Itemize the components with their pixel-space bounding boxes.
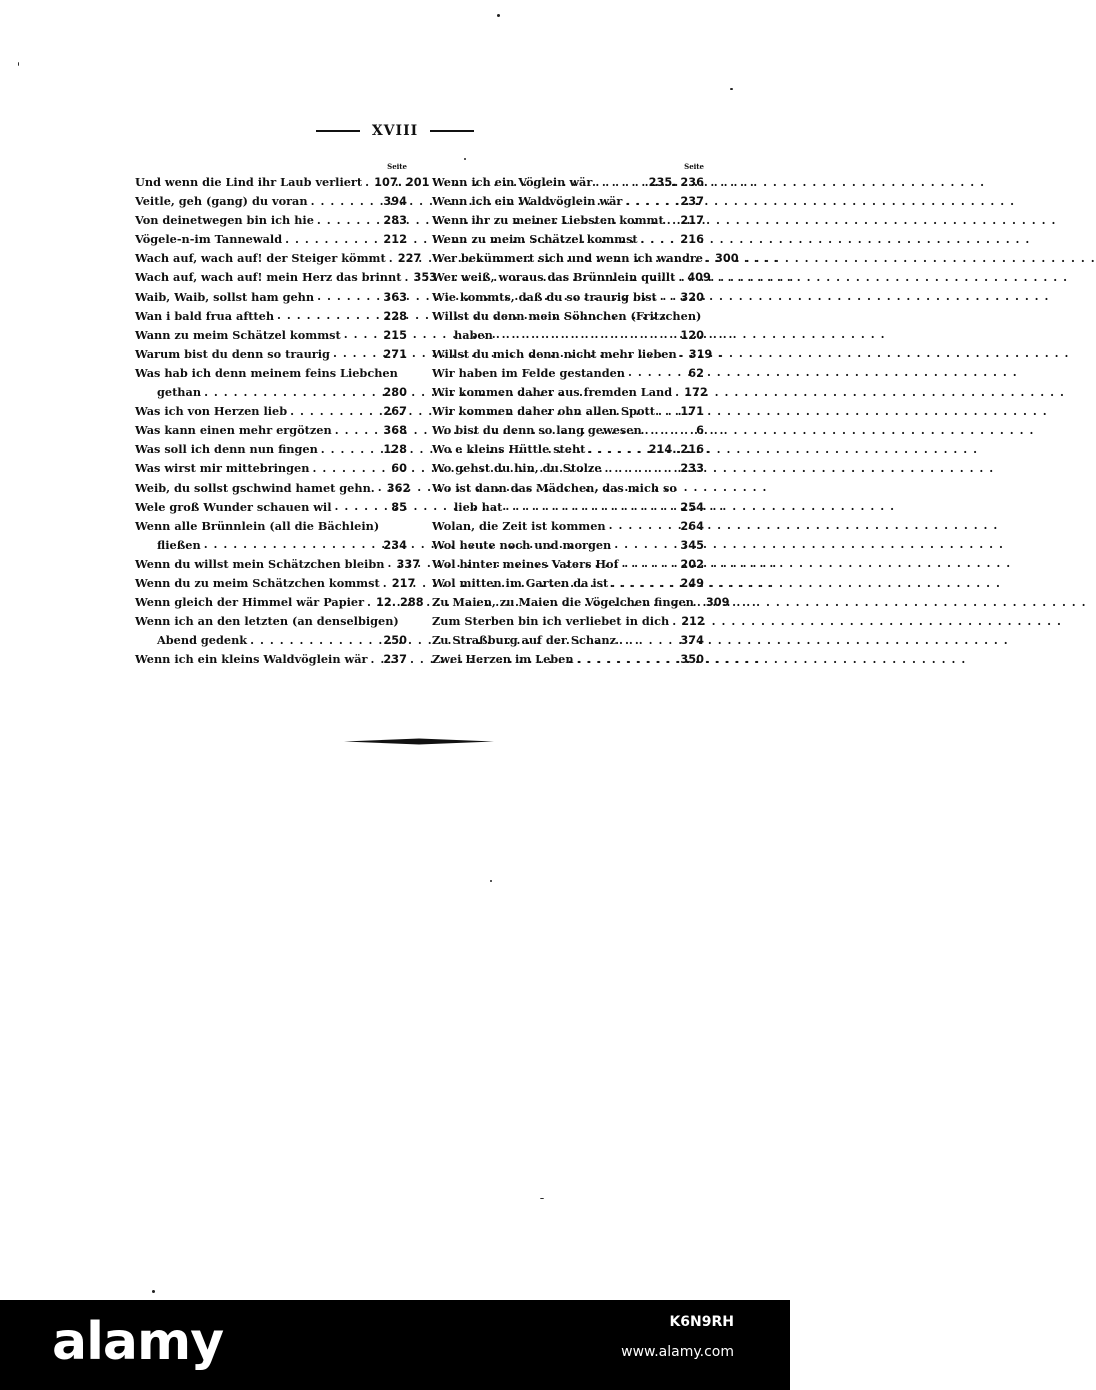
index-entry (432, 631, 704, 650)
index-entry (135, 459, 407, 478)
print-speck (730, 88, 733, 90)
index-entry (135, 574, 416, 593)
leader-dots (317, 215, 381, 227)
index-entry (432, 574, 704, 593)
entry-title: Veitle, geh (gang) du voran (135, 194, 308, 209)
entry-page: 237 (680, 195, 704, 209)
entry-title: lieb hat (454, 499, 503, 514)
leader-dots (383, 578, 389, 590)
index-entry (432, 326, 704, 345)
index-entry (432, 650, 704, 669)
leader-dots (614, 539, 677, 551)
leader-dots (678, 272, 684, 284)
index-list-right (432, 173, 739, 669)
entry-title: Wenn ich ein Vöglein wär (432, 175, 593, 189)
entry-title: Wenn alle Brünnlein (all die Bächlein) (135, 518, 380, 533)
entry-page: 233 (680, 462, 704, 476)
entry-title: Wo gehst du hin, du Stolze (432, 461, 602, 476)
leader-dots (628, 367, 685, 379)
leader-dots (496, 329, 678, 341)
entry-title: Was ich von Herzen lieb (135, 404, 288, 419)
entry-page: 227 (397, 252, 422, 266)
entry-page: 12. 288 (376, 596, 424, 610)
index-column-left (135, 160, 438, 669)
leader-dots (619, 635, 677, 647)
entry-title: haben (454, 327, 493, 342)
print-speck (18, 62, 19, 66)
index-entry (135, 249, 422, 268)
entry-title: Wie kommts, daß du so traurig bist (432, 289, 657, 304)
entry-title: Wer weiß, woraus das Brünnlein quillt (432, 270, 676, 285)
index-entry (432, 593, 730, 612)
entry-page: 267 (383, 405, 407, 419)
leader-dots (277, 310, 380, 322)
print-speck (540, 1198, 544, 1199)
index-entry (432, 612, 704, 631)
entry-title: gethan (157, 385, 202, 400)
entry-title: Wenn zu meim Schätzel kommst (432, 232, 638, 247)
entry-title: Wir haben im Felde gestanden (432, 365, 626, 380)
entry-title: Warum bist du denn so traurig (135, 346, 330, 361)
index-entry (432, 192, 704, 211)
index-entry (135, 364, 407, 383)
index-entry (135, 498, 407, 517)
entry-page: 217 (680, 214, 704, 228)
index-entry (135, 345, 407, 364)
entry-page: 362 (386, 481, 411, 495)
leader-dots (621, 558, 677, 570)
index-entry (432, 345, 713, 364)
leader-dots (204, 539, 381, 551)
index-entry (135, 650, 407, 669)
entry-title: Wenn gleich der Himmel wär Papier (135, 595, 365, 610)
entry-page: 85 (391, 500, 407, 514)
entry-title: Was hab ich denn meinem feins Liebchen (135, 365, 398, 380)
entry-title: Vögele-n-im Tannewald (135, 232, 283, 247)
entry-page: 234 (383, 538, 407, 552)
index-entry (135, 555, 421, 574)
index-entry (432, 211, 704, 230)
leader-dots (290, 406, 380, 418)
entry-title: Wo e kleins Hüttle steht (432, 442, 586, 457)
entry-title: Von deinetwegen bin ich hie (135, 213, 314, 228)
entry-title: Wir kommen daher aus fremden Land (432, 385, 673, 400)
index-column-right (432, 160, 739, 669)
leader-dots (595, 177, 645, 189)
entry-page: 320 (680, 290, 704, 304)
entry-title: Wach auf, wach auf! mein Herz das brinnt (135, 270, 402, 285)
header-rule-right (430, 130, 474, 132)
leader-dots (333, 348, 380, 360)
index-entry (135, 288, 407, 307)
entry-page: 120 (680, 328, 704, 342)
index-entry (432, 307, 704, 326)
leader-dots (588, 444, 645, 456)
watermark-logo: alamy (52, 1312, 224, 1372)
leader-dots (389, 253, 395, 265)
page-numeral: XVIII (371, 123, 419, 139)
entry-title: Wol mitten im Garten da ist (432, 575, 609, 590)
entry-title: Waib, Waib, sollst ham gehn (135, 289, 315, 304)
leader-dots (404, 272, 410, 284)
watermark-url: www.alamy.com (621, 1344, 734, 1360)
entry-title: Was wirst mir mittebringen (135, 461, 310, 476)
leader-dots (335, 425, 381, 437)
entry-title: Wenn ich ein Waldvöglein wär (432, 194, 623, 209)
watermark-image-id: K6N9RH (669, 1314, 734, 1330)
index-entry (432, 459, 704, 478)
entry-page: 319 (688, 347, 713, 361)
entry-title: Wolan, die Zeit ist kommen (432, 518, 606, 533)
ornamental-divider (344, 737, 494, 746)
index-entry (135, 517, 407, 536)
index-list-left (135, 173, 438, 669)
leader-dots (204, 387, 380, 399)
index-entry (135, 631, 407, 650)
entry-title: Wo ist dann das Mädchen, das mich so (432, 480, 677, 495)
leader-dots (667, 215, 678, 227)
index-entry (432, 555, 704, 574)
index-entry (135, 383, 407, 402)
leader-dots (285, 234, 380, 246)
index-entry (432, 249, 739, 268)
index-entry (432, 498, 704, 517)
index-entry (432, 479, 704, 498)
entry-page: 409 (687, 271, 711, 285)
index-entry (432, 230, 704, 249)
index-entry (432, 383, 708, 402)
seite-label-left: Seite (387, 162, 407, 171)
entry-page: 212 (681, 615, 705, 629)
leader-dots (645, 425, 693, 437)
entry-page: 368 (383, 424, 407, 438)
entry-title: Wol heute noch und morgen (432, 537, 612, 552)
entry-title: Wir kommen daher ohn allen Spott (432, 404, 655, 419)
entry-title: Wenn ich ein kleins Waldvöglein wär (135, 652, 368, 667)
leader-dots (675, 387, 681, 399)
entry-title: Wo bist du denn so lang gewesen (432, 423, 642, 438)
print-speck (464, 158, 466, 160)
index-entry (135, 440, 407, 459)
index-entry (135, 230, 407, 249)
index-entry (135, 612, 407, 631)
index-entry (432, 440, 704, 459)
entry-title: Wenn ihr zu meiner Liebsten kommt (432, 213, 664, 228)
print-speck (490, 880, 492, 882)
leader-dots (387, 558, 393, 570)
entry-page: 374 (680, 634, 704, 648)
leader-dots (311, 196, 381, 208)
entry-page: 62 (688, 366, 704, 380)
entry-page: 212 (383, 233, 407, 247)
leader-dots (505, 501, 677, 513)
entry-page: 214. 216 (648, 443, 704, 457)
index-entry (432, 421, 704, 440)
entry-page: 235. 236 (648, 176, 704, 189)
leader-dots (378, 482, 384, 494)
leader-dots (706, 253, 712, 265)
index-entry (135, 173, 430, 192)
index-entry (432, 517, 704, 536)
entry-page: 337 (396, 557, 421, 571)
entry-title: Zu Straßburg auf der Schanz (432, 633, 617, 648)
entry-page: 228 (383, 309, 407, 323)
leader-dots (660, 291, 678, 303)
leader-dots (317, 291, 380, 303)
entry-title: Was soll ich denn nun fingen (135, 442, 318, 457)
entry-title: Zwei Herzen im Leben (432, 652, 574, 667)
index-entry (432, 536, 704, 555)
entry-title: Weib, du sollst gschwind hamet gehn. (135, 480, 375, 495)
entry-page: 171 (680, 405, 704, 419)
entry-page: 60 (391, 462, 407, 476)
entry-page: 237 (383, 653, 407, 667)
index-entry (135, 402, 407, 421)
entry-page: 128 (383, 443, 407, 457)
index-entry (432, 364, 704, 383)
entry-page: 202 (680, 557, 704, 571)
index-entry (135, 307, 407, 326)
leader-dots (365, 177, 371, 189)
index-entry (135, 268, 438, 287)
entry-title: Wenn ich an den letzten (an denselbigen) (135, 614, 399, 629)
entry-page: 107. 201 (374, 176, 430, 189)
seite-label-right: Seite (684, 162, 704, 171)
leader-dots (625, 196, 677, 208)
entry-title: Zum Sterben bin ich verliebet in dich (432, 614, 670, 629)
entry-page: 264 (680, 519, 704, 533)
leader-dots (611, 578, 677, 590)
index-entry (432, 402, 704, 421)
entry-title: Wenn du zu meim Schätzchen kommst (135, 575, 380, 590)
entry-page: 309 (705, 596, 730, 610)
entry-title: Zu Maien, zu Maien die Vögelchen fingen (432, 595, 694, 610)
entry-page: 250 (383, 634, 407, 648)
leader-dots (577, 654, 678, 666)
print-speck (152, 1290, 155, 1293)
index-entry (135, 192, 407, 211)
index-entry (432, 173, 704, 192)
entry-page: 283 (383, 214, 407, 228)
entry-title: Wach auf, wach auf! der Steiger kömmt (135, 251, 386, 266)
entry-title: Willst du denn mein Söhnchen (Fritzchen) (432, 308, 702, 323)
entry-title: Abend gedenk (157, 633, 248, 648)
index-entry (432, 268, 711, 287)
entry-title: Willst du mich denn nicht mehr lieben (432, 346, 677, 361)
leader-dots (658, 406, 677, 418)
leader-dots (312, 463, 388, 475)
index-entry (135, 326, 407, 345)
index-entry (432, 288, 704, 307)
entry-page: 345 (680, 538, 704, 552)
leader-dots (250, 635, 380, 647)
header-rule-left (316, 130, 360, 132)
entry-page: 271 (383, 347, 407, 361)
index-entry (135, 479, 411, 498)
entry-title: Wer bekümmert sich und wenn ich wandre (432, 251, 703, 266)
leader-dots (371, 654, 381, 666)
entry-title: Wele groß Wunder schauen wil (135, 499, 332, 514)
leader-dots (335, 501, 389, 513)
leader-dots (641, 234, 678, 246)
entry-title: Wol hinter meines Vaters Hof (432, 556, 619, 571)
leader-dots (605, 463, 678, 475)
page-header (0, 120, 790, 142)
leader-dots (367, 597, 373, 609)
entry-page: 254 (680, 500, 704, 514)
entry-title: Und wenn die Lind ihr Laub verliert (135, 175, 363, 189)
index-entry (135, 211, 407, 230)
leader-dots (321, 444, 381, 456)
entry-title: Wenn du willst mein Schätzchen bleibn (135, 556, 385, 571)
entry-title: Wann zu meim Schätzel kommst (135, 327, 341, 342)
leader-dots (609, 520, 678, 532)
entry-title: Was kann einen mehr ergötzen (135, 423, 332, 438)
entry-title: Wan i bald frua aftteh (135, 308, 275, 323)
entry-page: 249 (680, 576, 704, 590)
entry-page: 363 (383, 290, 407, 304)
leader-dots (697, 597, 703, 609)
watermark-bar (0, 1300, 790, 1390)
entry-page: 217 (391, 576, 416, 590)
entry-title: fließen (157, 537, 201, 552)
leader-dots (672, 616, 678, 628)
index-entry (135, 536, 407, 555)
entry-page: 6 (696, 424, 704, 438)
index-entry (135, 421, 407, 440)
entry-page: 353 (413, 271, 438, 285)
print-speck (497, 14, 500, 17)
index-entry (135, 593, 424, 612)
entry-page: 216 (680, 233, 704, 247)
leader-dots (344, 329, 381, 341)
leader-dots (680, 348, 686, 360)
entry-page: 394 (383, 195, 407, 209)
entry-page: 280 (383, 386, 407, 400)
entry-page: 300 (714, 252, 739, 266)
entry-page: 215 (383, 328, 407, 342)
entry-page: 350 (680, 653, 704, 667)
entry-page: 172 (684, 386, 708, 400)
